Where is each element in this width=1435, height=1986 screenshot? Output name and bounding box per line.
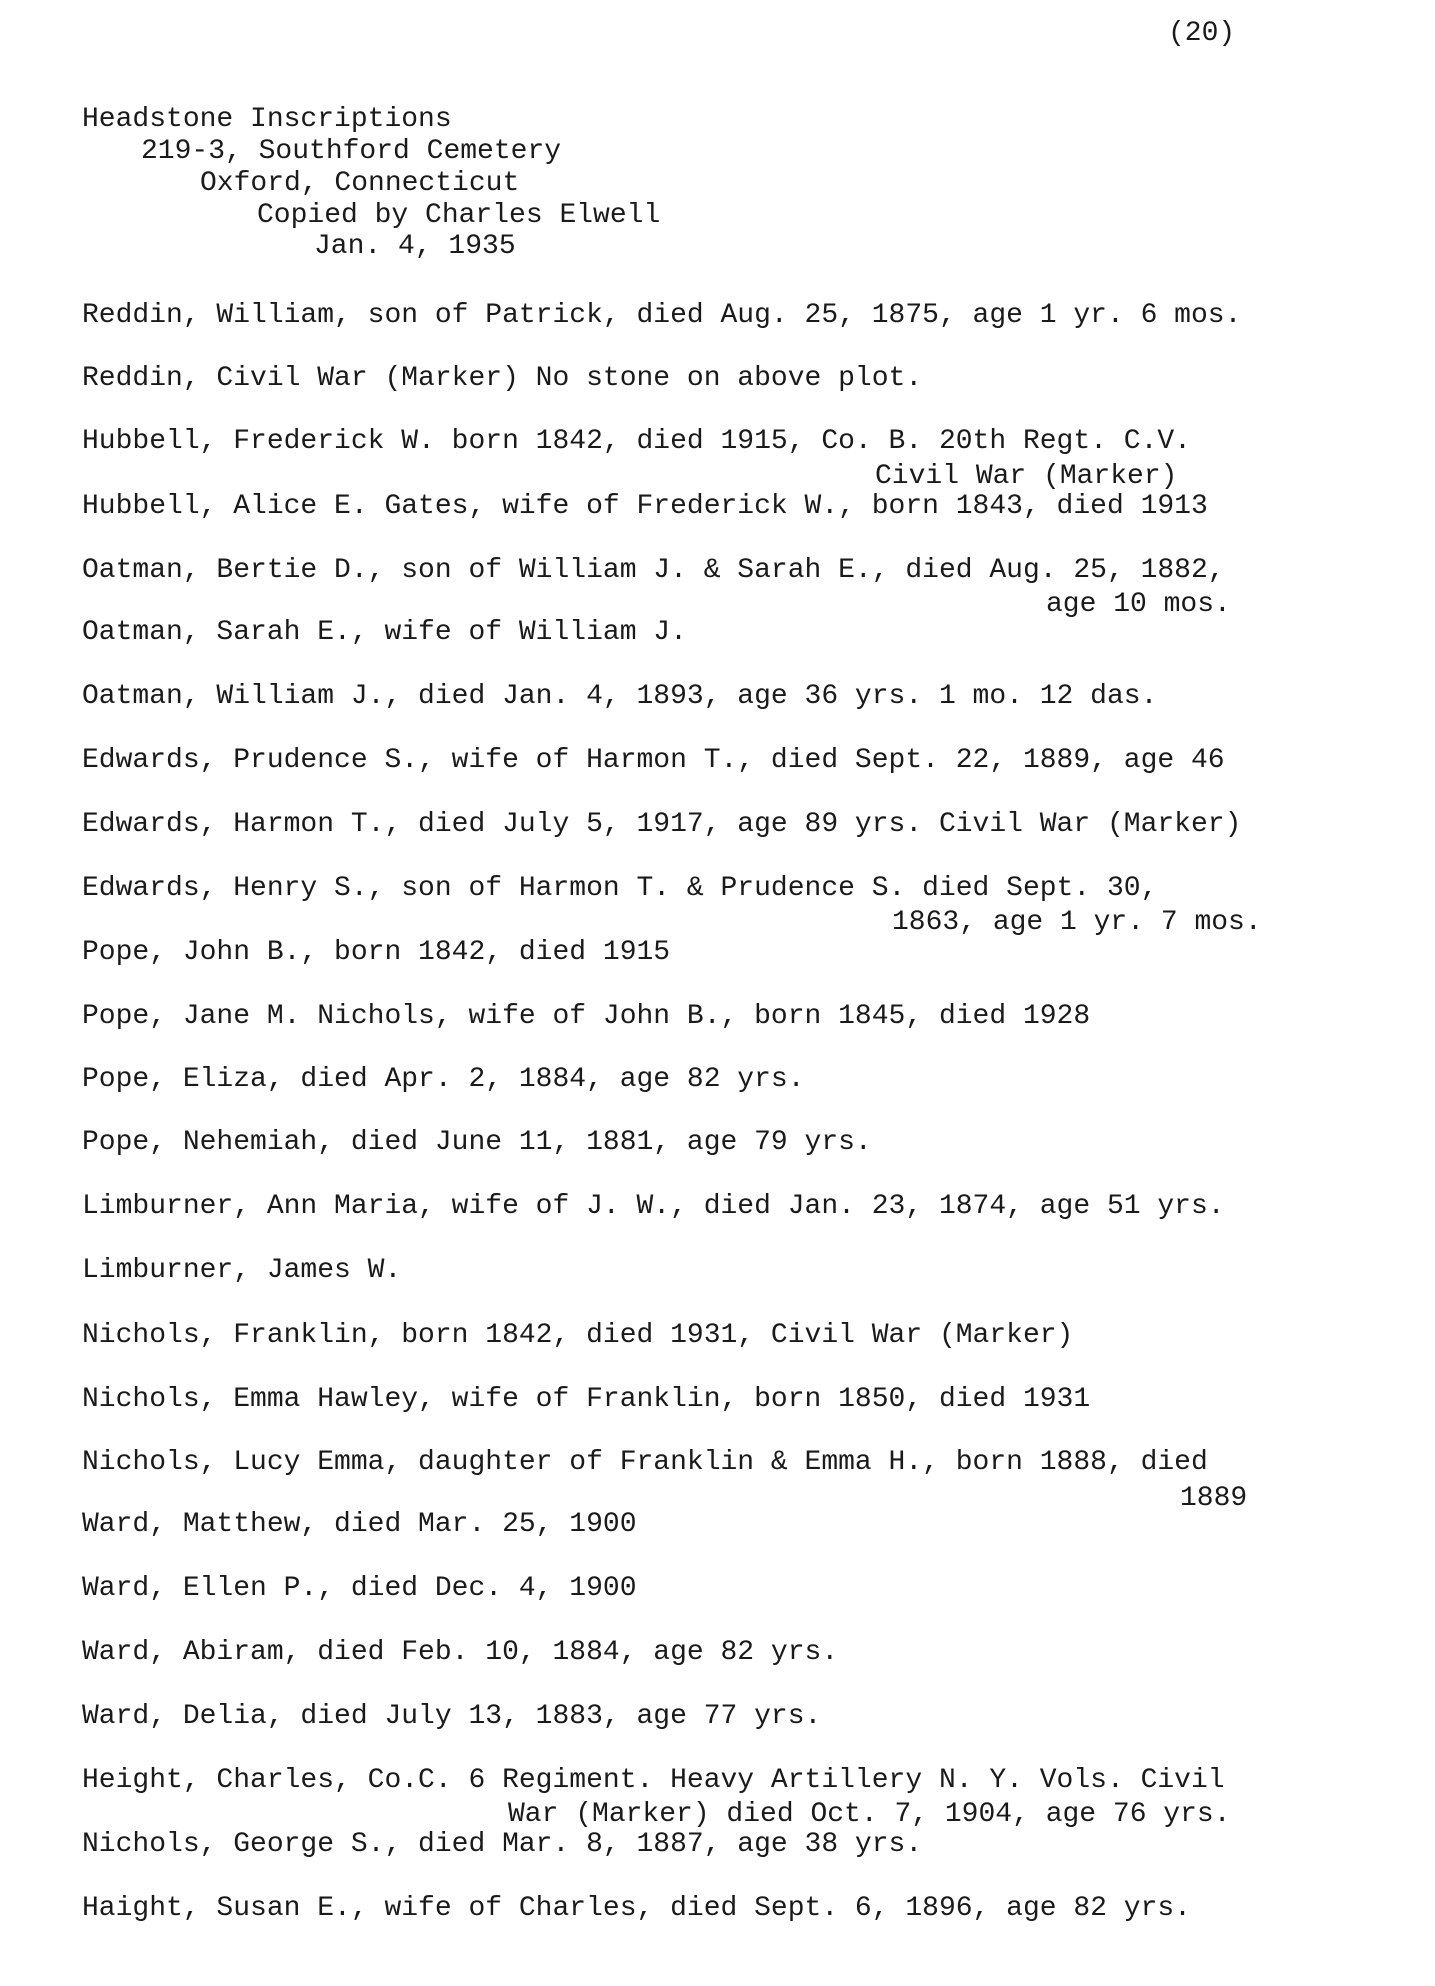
inscription-entry: Nichols, Franklin, born 1842, died 1931, Civil War (Marker)	[82, 1320, 1074, 1351]
inscription-entry: Edwards, Harmon T., died July 5, 1917, age 89 yrs. Civil War (Marker)	[82, 809, 1242, 840]
heading-location: Oxford, Connecticut	[200, 168, 520, 199]
inscription-entry: Pope, John B., born 1842, died 1915	[82, 937, 671, 968]
inscription-entry: Reddin, William, son of Patrick, died Aug. 25, 1875, age 1 yr. 6 mos.	[82, 300, 1242, 331]
inscription-entry: Nichols, Emma Hawley, wife of Franklin, born 1850, died 1931	[82, 1384, 1091, 1415]
inscription-entry: Ward, Ellen P., died Dec. 4, 1900	[82, 1573, 637, 1604]
inscription-entry: Haight, Susan E., wife of Charles, died Sept. 6, 1896, age 82 yrs.	[82, 1893, 1191, 1924]
inscription-continuation: War (Marker) died Oct. 7, 1904, age 76 yrs.	[508, 1799, 1231, 1830]
page-number: (20)	[1168, 18, 1236, 49]
inscription-entry: Ward, Matthew, died Mar. 25, 1900	[82, 1509, 637, 1540]
inscription-entry: Pope, Jane M. Nichols, wife of John B., born 1845, died 1928	[82, 1001, 1091, 1032]
inscription-entry: Oatman, William J., died Jan. 4, 1893, age 36 yrs. 1 mo. 12 das.	[82, 681, 1158, 712]
inscription-continuation: Civil War (Marker)	[875, 461, 1178, 492]
inscription-entry: Edwards, Henry S., son of Harmon T. & Prudence S. died Sept. 30,	[82, 873, 1158, 904]
inscription-entry: Pope, Nehemiah, died June 11, 1881, age 79 yrs.	[82, 1127, 872, 1158]
inscription-entry: Height, Charles, Co.C. 6 Regiment. Heavy Artillery N. Y. Vols. Civil	[82, 1765, 1225, 1796]
inscription-entry: Reddin, Civil War (Marker) No stone on above plot.	[82, 363, 923, 394]
inscription-continuation: age 10 mos.	[1046, 589, 1231, 620]
heading-copied-by: Copied by Charles Elwell	[257, 200, 661, 231]
inscription-entry: Nichols, Lucy Emma, daughter of Franklin & Emma H., born 1888, died	[82, 1447, 1208, 1478]
inscription-entry: Nichols, George S., died Mar. 8, 1887, age 38 yrs.	[82, 1829, 923, 1860]
inscription-continuation: 1863, age 1 yr. 7 mos.	[892, 907, 1262, 938]
heading-date: Jan. 4, 1935	[314, 231, 516, 262]
inscription-entry: Oatman, Bertie D., son of William J. & Sarah E., died Aug. 25, 1882,	[82, 555, 1225, 586]
inscription-entry: Edwards, Prudence S., wife of Harmon T., died Sept. 22, 1889, age 46	[82, 745, 1225, 776]
heading-title: Headstone Inscriptions	[82, 104, 452, 135]
inscription-entry: Hubbell, Frederick W. born 1842, died 1915, Co. B. 20th Regt. C.V.	[82, 426, 1191, 457]
inscription-entry: Oatman, Sarah E., wife of William J.	[82, 617, 687, 648]
inscription-entry: Ward, Delia, died July 13, 1883, age 77 yrs.	[82, 1701, 822, 1732]
inscription-entry: Limburner, James W.	[82, 1255, 402, 1286]
inscription-entry: Limburner, Ann Maria, wife of J. W., died Jan. 23, 1874, age 51 yrs.	[82, 1191, 1225, 1222]
inscription-entry: Pope, Eliza, died Apr. 2, 1884, age 82 yrs.	[82, 1064, 805, 1095]
inscription-entry: Hubbell, Alice E. Gates, wife of Frederick W., born 1843, died 1913	[82, 491, 1208, 522]
inscription-entry: Ward, Abiram, died Feb. 10, 1884, age 82 yrs.	[82, 1637, 839, 1668]
inscription-continuation: 1889	[1180, 1483, 1248, 1514]
heading-cemetery: 219-3, Southford Cemetery	[141, 136, 562, 167]
